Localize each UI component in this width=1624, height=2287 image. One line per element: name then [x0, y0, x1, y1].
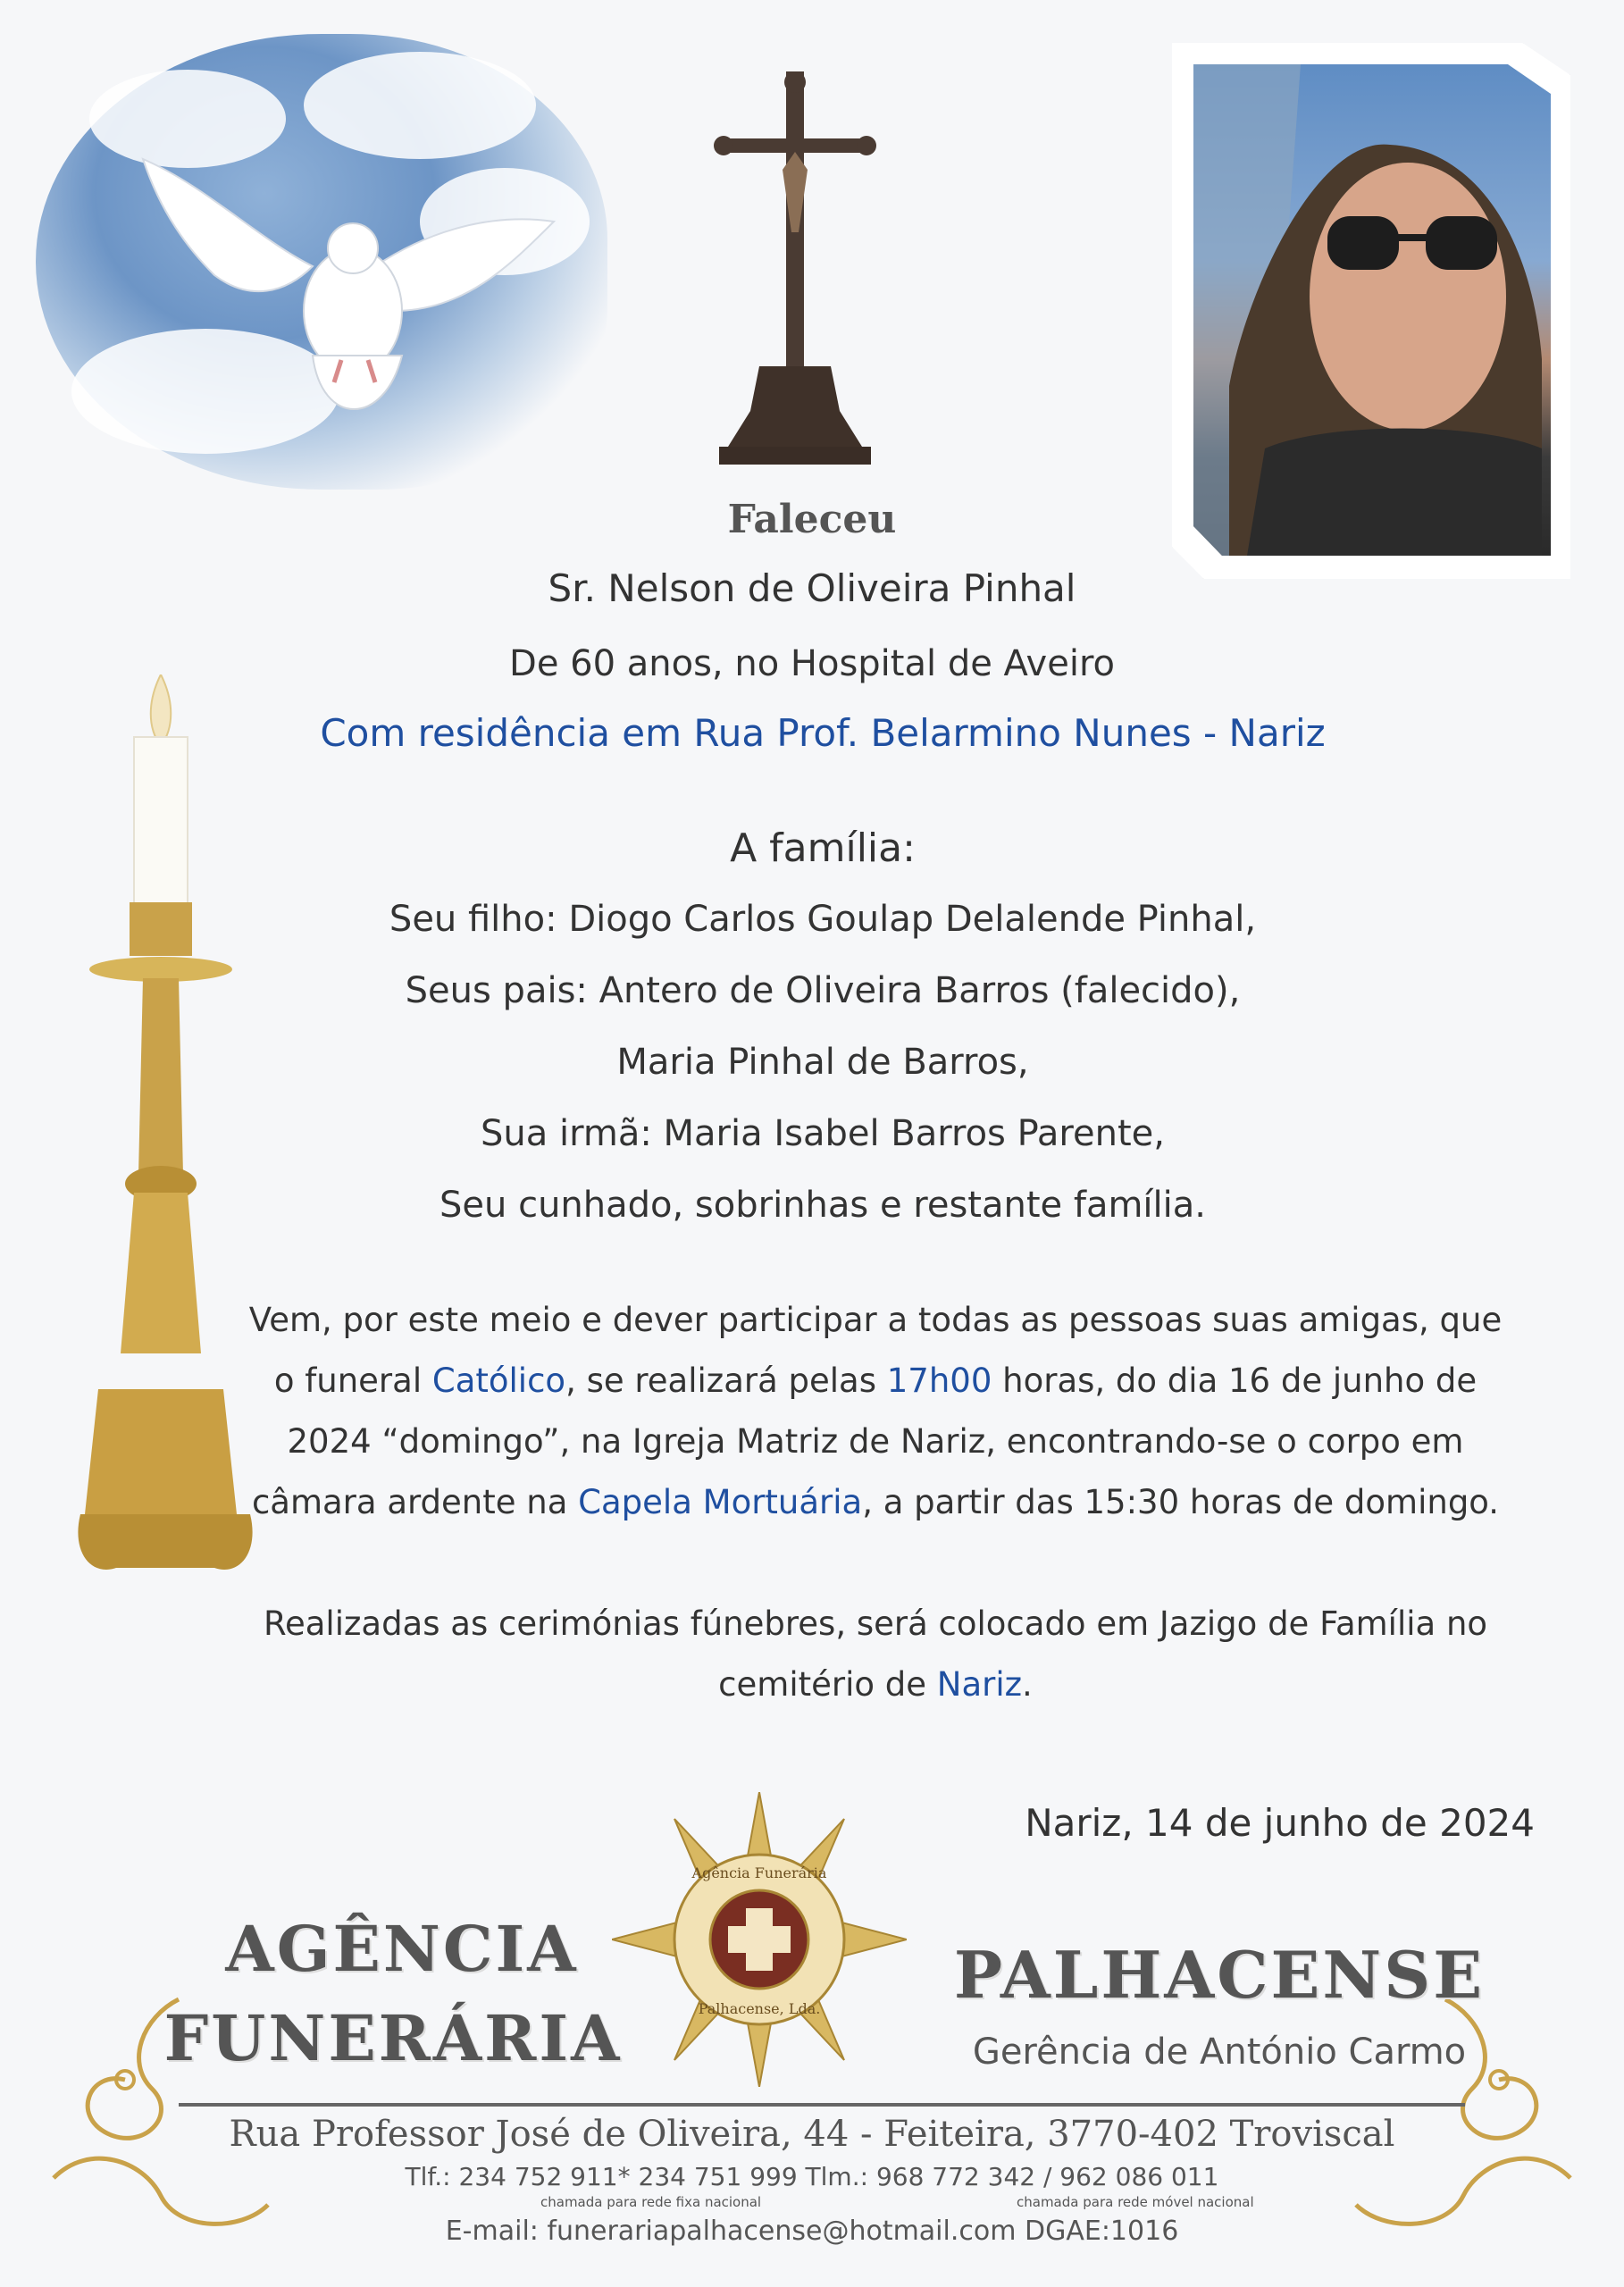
- announcement-text: horas, do dia 16 de junho de 2024 “domingo”, na Igreja Matriz de Nariz, encontrando-se o corpo em câmara ardente na: [251, 1361, 1478, 1521]
- phone-note-mobile: chamada para rede móvel nacional: [1017, 2194, 1254, 2210]
- family-line: Maria Pinhal de Barros,: [616, 1042, 1029, 1083]
- emblem-top-text: Agência Funerária: [691, 1864, 827, 1881]
- emblem-bottom-text: Palhacense, Lda.: [698, 2000, 821, 2017]
- agency-phones: Tlf.: 234 752 911* 234 751 999 Tlm.: 968 772 342 / 962 086 011: [405, 2162, 1219, 2191]
- deceased-name: Sr. Nelson de Oliveira Pinhal: [548, 566, 1076, 610]
- agency-email: E-mail: funerariapalhacense@hotmail.com DGAE:1016: [445, 2216, 1179, 2247]
- crucifix-icon: [706, 71, 884, 473]
- dove-icon: [107, 132, 572, 472]
- agency-name-line3: PALHACENSE: [953, 1937, 1486, 2013]
- family-line: Seus pais: Antero de Oliveira Barros (falecido),: [405, 970, 1241, 1011]
- portrait-icon: [1193, 64, 1551, 556]
- announcement-text: , se realizará pelas: [565, 1361, 887, 1400]
- catholic-highlight: Católico: [431, 1361, 566, 1400]
- funeral-announcement: [237, 1290, 1514, 1533]
- burial-announcement: [237, 1594, 1514, 1715]
- management-line: Gerência de António Carmo: [972, 2031, 1467, 2073]
- place-highlight: Nariz: [936, 1665, 1023, 1704]
- crucifix-image: [706, 71, 884, 473]
- family-title: A família:: [730, 825, 916, 871]
- family-line: Sua irmã: Maria Isabel Barros Parente,: [481, 1113, 1165, 1154]
- agency-address: Rua Professor José de Oliveira, 44 - Feiteira, 3770-402 Troviscal: [229, 2114, 1395, 2155]
- family-line: Seu filho: Diogo Carlos Goulap Delalende Pinhal,: [389, 899, 1257, 940]
- agency-name-line1: AGÊNCIA: [225, 1912, 579, 1986]
- phone-note-fixed: chamada para rede fixa nacional: [540, 2194, 762, 2210]
- agency-name-line2: FUNERÁRIA: [163, 2001, 623, 2075]
- date-line: Nariz, 14 de junho de 2024: [1025, 1801, 1535, 1845]
- burial-text: .: [1022, 1665, 1033, 1704]
- faleceu-heading: Faleceu: [727, 497, 897, 542]
- announcement-text: Vem, por este meio e dever participar a todas as pessoas suas amigas, que o funeral: [248, 1301, 1503, 1400]
- agency-emblem: [612, 1792, 907, 2087]
- dove-image: [36, 34, 607, 490]
- chapel-highlight: Capela Mortuária: [578, 1483, 863, 1521]
- portrait-photo: [1193, 64, 1551, 556]
- emblem-icon: [612, 1792, 907, 2087]
- time-highlight: 17h00: [886, 1361, 992, 1400]
- residence-line: Com residência em Rua Prof. Belarmino Nunes - Nariz: [320, 711, 1326, 755]
- age-place: De 60 anos, no Hospital de Aveiro: [509, 643, 1115, 684]
- announcement-text: , a partir das 15:30 horas de domingo.: [862, 1483, 1500, 1521]
- footer-divider: [179, 2103, 1465, 2107]
- family-line: Seu cunhado, sobrinhas e restante família.: [439, 1185, 1206, 1226]
- burial-text: Realizadas as cerimónias fúnebres, será colocado em Jazigo de Família no cemitério de: [263, 1604, 1488, 1704]
